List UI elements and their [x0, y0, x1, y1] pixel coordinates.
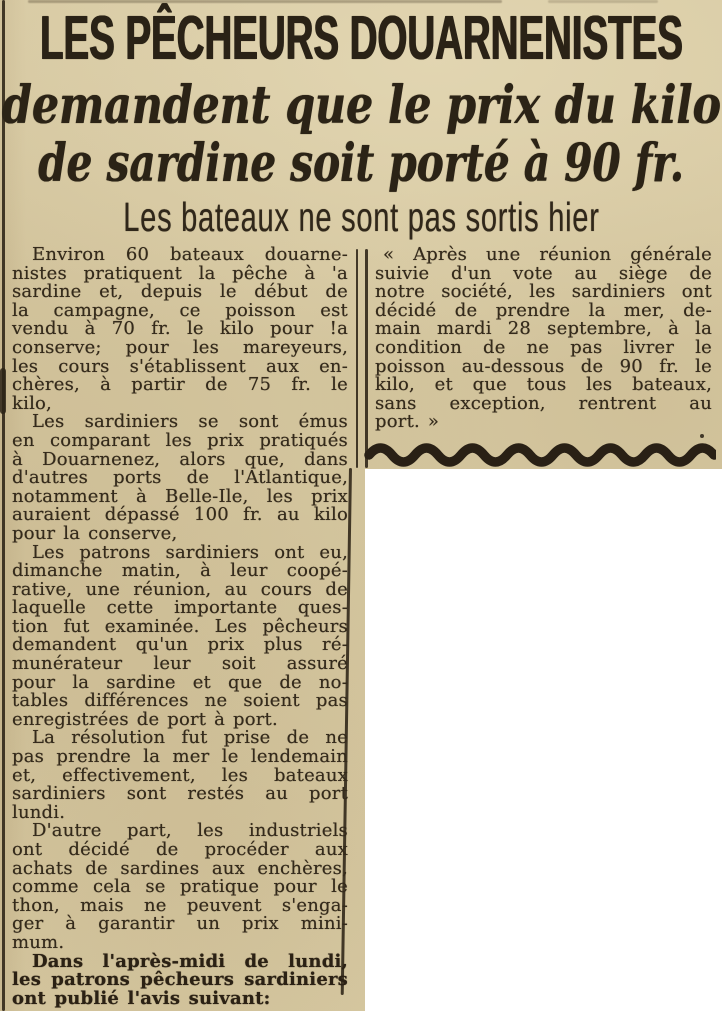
article-column-left: [12, 246, 348, 1008]
text-line: les patrons pêcheurs sardiniers: [12, 969, 348, 991]
text-line: tables différences ne soient pas: [12, 690, 348, 712]
headline-kicker-row: [0, 6, 722, 72]
text-line: port. »: [375, 411, 440, 433]
text-line: vendu à 70 fr. le kilo pour !a: [12, 318, 348, 340]
text-line: chères, à partir de 75 fr. le: [12, 374, 348, 396]
text-line: Dans l'après-midi de lundi,: [32, 950, 348, 972]
text-line: achats de sardines aux enchères,: [12, 857, 348, 879]
headline-deck-line-1: demandent que le prix du kilo: [1, 75, 721, 136]
article-column-right: [375, 246, 712, 432]
torn-edge-smudge: [548, 0, 658, 3]
paragraph: [12, 822, 348, 952]
paragraph: [12, 541, 348, 730]
headline-deck-line-2: de sardine soit porté à 90 fr.: [38, 133, 684, 194]
text-line: condition de ne pas livrer le: [375, 336, 712, 358]
text-line: ger à garantir un prix mini-: [12, 913, 348, 935]
ink-blotch: [0, 368, 6, 414]
text-line: kilo,: [12, 392, 52, 414]
paragraph: [12, 729, 348, 822]
text-line: kilo, et que tous les bateaux,: [375, 374, 712, 396]
text-line: Environ 60 bateaux douarne-: [32, 244, 348, 265]
text-line: laquelle cette importante ques-: [12, 597, 348, 619]
text-line: D'autre part, les industriels: [32, 820, 348, 842]
headline-deck-row-1: [0, 76, 722, 136]
text-line: « Après une réunion générale: [383, 244, 712, 265]
text-line: notamment à Belle-Ile, les prix: [12, 485, 348, 507]
text-line: comme cela se pratique pour le: [12, 876, 348, 898]
text-line: poisson au-dessous de 90 fr. le: [375, 355, 712, 377]
text-line: enregistrées de port à port.: [12, 708, 278, 730]
text-line: la campagne, ce poisson est: [12, 299, 348, 321]
text-line: ont décidé de procéder aux: [12, 839, 348, 860]
subheadline: Les bateaux ne sont pas sortis hier: [122, 194, 600, 240]
text-line: Les patrons sardiniers ont eu,: [32, 541, 348, 563]
torn-edge-smudge: [28, 0, 502, 3]
text-line: sans exception, rentrent au: [375, 392, 712, 414]
text-line: à Douarnenez, alors que, dans: [12, 448, 348, 470]
text-line: rative, une réunion, au cours de: [12, 578, 348, 600]
paragraph: [12, 413, 348, 543]
text-line: Les sardiniers se sont émus: [32, 411, 348, 433]
text-line: ont publié l'avis suivant:: [12, 987, 271, 1009]
text-line: décidé de prendre la mer, de-: [375, 299, 712, 321]
text-line: main mardi 28 septembre, à la: [375, 318, 712, 340]
text-line: munérateur leur soit assuré: [12, 653, 348, 675]
text-line: dimanche matin, à leur coopé-: [12, 560, 348, 582]
text-line: La résolution fut prise de ne: [32, 727, 348, 749]
headline-kicker: LES PÊCHEURS DOUARNENISTES: [39, 4, 683, 73]
text-line: pour la sardine et que de no-: [12, 671, 348, 693]
subheadline-row: [0, 194, 722, 240]
paragraph: [375, 246, 712, 432]
text-line: sardine et, depuis le début de: [12, 281, 348, 303]
text-line: d'autres ports de l'Atlantique,: [12, 467, 348, 489]
paragraph: [12, 246, 348, 413]
text-line: les cours s'établissent aux en-: [12, 355, 348, 377]
text-line: lundi.: [12, 801, 66, 823]
text-line: demandent qu'un prix plus ré-: [12, 634, 348, 656]
text-line: pas prendre la mer le lendemain: [12, 746, 348, 768]
wavy-end-divider: [364, 438, 716, 468]
text-line: conserve; pour les mareyeurs,: [12, 336, 348, 358]
ink-speck: [700, 434, 704, 438]
text-line: sardiniers sont restés au port: [12, 783, 348, 805]
paragraph: [12, 950, 348, 1009]
text-line: nistes pratiquent la pêche à 'a: [12, 262, 348, 284]
text-line: notre société, les sardiniers ont: [375, 281, 712, 303]
text-line: suivie d'un vote au siège de: [375, 262, 712, 284]
text-line: tion fut examinée. Les pêcheurs: [12, 615, 348, 637]
text-line: thon, mais ne peuvent s'enga-: [12, 894, 348, 916]
text-line: mum.: [12, 931, 65, 953]
text-line: auraient dépassé 100 fr. au kilo: [12, 504, 348, 526]
text-line: pour la conserve,: [12, 522, 178, 544]
column-divider-rule: [365, 249, 368, 468]
headline-deck-row-2: [0, 134, 722, 194]
text-line: et, effectivement, les bateaux: [12, 764, 348, 786]
text-line: en comparant les prix pratiqués: [12, 429, 348, 451]
